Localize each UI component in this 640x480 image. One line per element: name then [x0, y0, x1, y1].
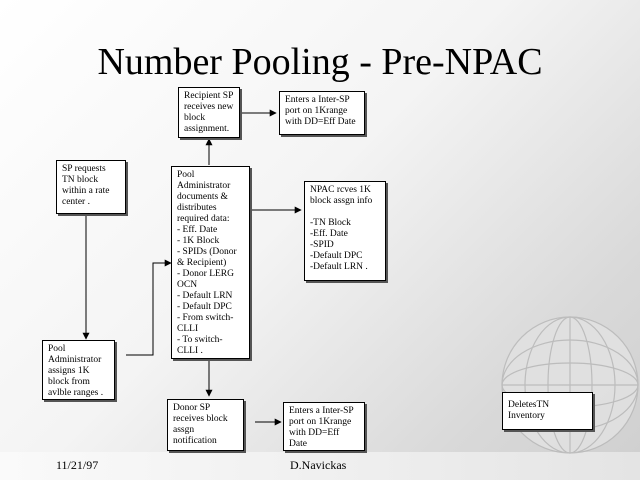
footer-author: D.Navickas — [290, 458, 347, 472]
inter-sp-port-bottom-box: Enters a Inter-SP port on 1Krange with DD=Eff Date — [283, 402, 365, 451]
pool-admin-assigns-box: Pool Administrator assigns 1K block from avlble ranges . — [42, 340, 115, 400]
sp-requests-box: SP requests TN block within a rate center . — [56, 160, 126, 214]
donor-sp-box: Donor SP receives block assgn notification — [167, 399, 244, 451]
pool-admin-docs-box: Pool Administrator documents & distributes required data: - Eff. Date - 1K Block - SPIDs (Donor & Recipient) - Donor LERG OCN - Default LRN - Default DPC - From switch- CLLI - To switch- CLLI . — [171, 166, 250, 359]
recipient-sp-box: Recipient SP receives new block assignment. — [178, 87, 240, 138]
footer-date: 11/21/97 — [56, 458, 99, 472]
inter-sp-port-top-box: Enters a Inter-SP port on 1Krange with DD=Eff Date — [279, 91, 365, 135]
npac-receives-box: NPAC rcves 1K block assgn info -TN Block -Eff. Date -SPID -Default DPC -Default LRN . — [304, 181, 386, 281]
page-title: Number Pooling - Pre-NPAC — [97, 41, 543, 83]
deletes-tn-inventory-box: DeletesTN Inventory — [502, 392, 593, 430]
arrow-assign-to-docs — [126, 263, 171, 355]
